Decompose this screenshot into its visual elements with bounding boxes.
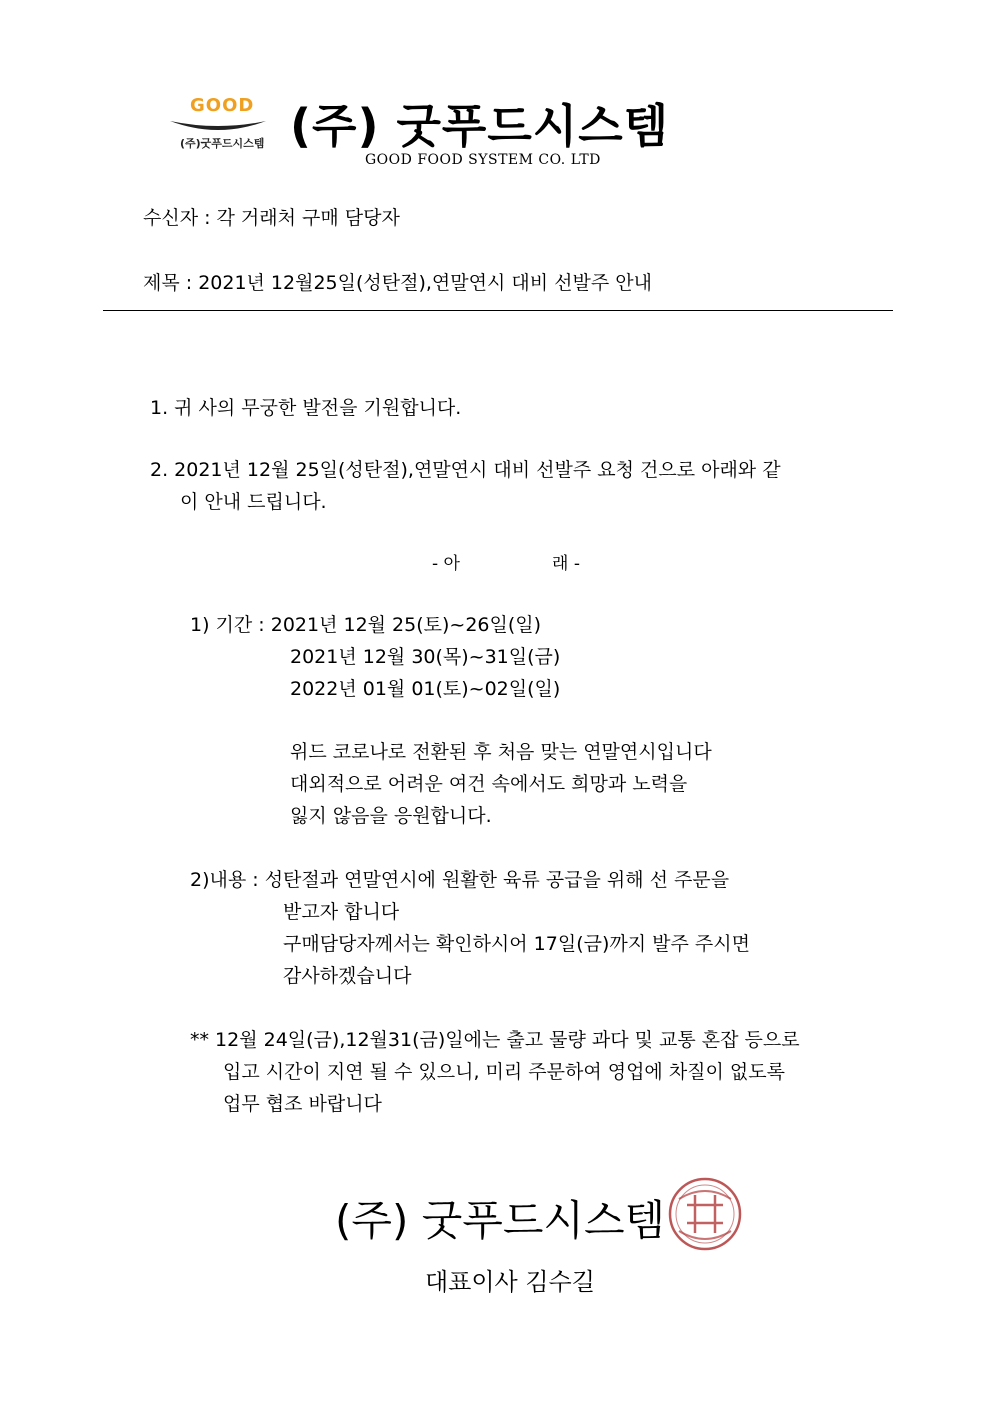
footer-company-name: (주) 굿푸드시스템: [335, 1196, 666, 1245]
below-heading-right: 래 -: [552, 554, 580, 574]
paragraph-2-line-2: 이 안내 드립니다.: [180, 491, 327, 513]
message-line-2: 대외적으로 어려운 여건 속에서도 희망과 노력을: [290, 773, 688, 795]
note-line-3: 업무 협조 바랍니다: [223, 1093, 382, 1115]
ceo-name: 대표이사 김수길: [425, 1268, 595, 1296]
paragraph-1: 1. 귀 사의 무궁한 발전을 기원합니다.: [150, 397, 462, 419]
company-english-name: GOOD FOOD SYSTEM CO. LTD: [365, 152, 601, 168]
logo-text: GOOD: [190, 95, 255, 116]
logo-subtitle: (주)굿푸드시스템: [180, 137, 265, 150]
company-logo: [168, 95, 268, 155]
subject-line: 제목 : 2021년 12월25일(성탄절),연말연시 대비 선발주 안내: [143, 272, 652, 294]
recipient-line: 수신자 : 각 거래처 구매 담당자: [143, 207, 400, 229]
note-line-1: ** 12월 24일(금),12월31(금)일에는 출고 물량 과다 및 교통 혼잡 등으로: [190, 1029, 800, 1051]
period-line-3: 2022년 01월 01(토)~02일(일): [290, 678, 561, 700]
note-line-2: 입고 시간이 지연 될 수 있으니, 미리 주문하여 영업에 차질이 없도록: [223, 1061, 785, 1083]
content-line-1: 2)내용 : 성탄절과 연말연시에 원활한 육류 공급을 위해 선 주문을: [190, 869, 730, 891]
paragraph-2-line-1: 2. 2021년 12월 25일(성탄절),연말연시 대비 선발주 요청 건으로 아래와 같: [150, 459, 781, 481]
below-heading-left: - 아: [432, 554, 460, 574]
header-divider: [103, 310, 893, 311]
logo-swoosh-icon: [168, 115, 268, 137]
company-name-title: (주) 굿푸드시스템: [290, 99, 670, 153]
period-line-1: 1) 기간 : 2021년 12월 25(토)~26일(일): [190, 614, 542, 636]
message-line-1: 위드 코로나로 전환된 후 처음 맞는 연말연시입니다: [290, 741, 712, 763]
content-line-4: 감사하겠습니다: [283, 965, 412, 987]
message-line-3: 잃지 않음을 응원합니다.: [290, 805, 492, 827]
period-line-2: 2021년 12월 30(목)~31일(금): [290, 646, 561, 668]
company-seal-icon: [665, 1175, 745, 1253]
content-line-2: 받고자 합니다: [283, 901, 400, 923]
content-line-3: 구매담당자께서는 확인하시어 17일(금)까지 발주 주시면: [283, 933, 750, 955]
